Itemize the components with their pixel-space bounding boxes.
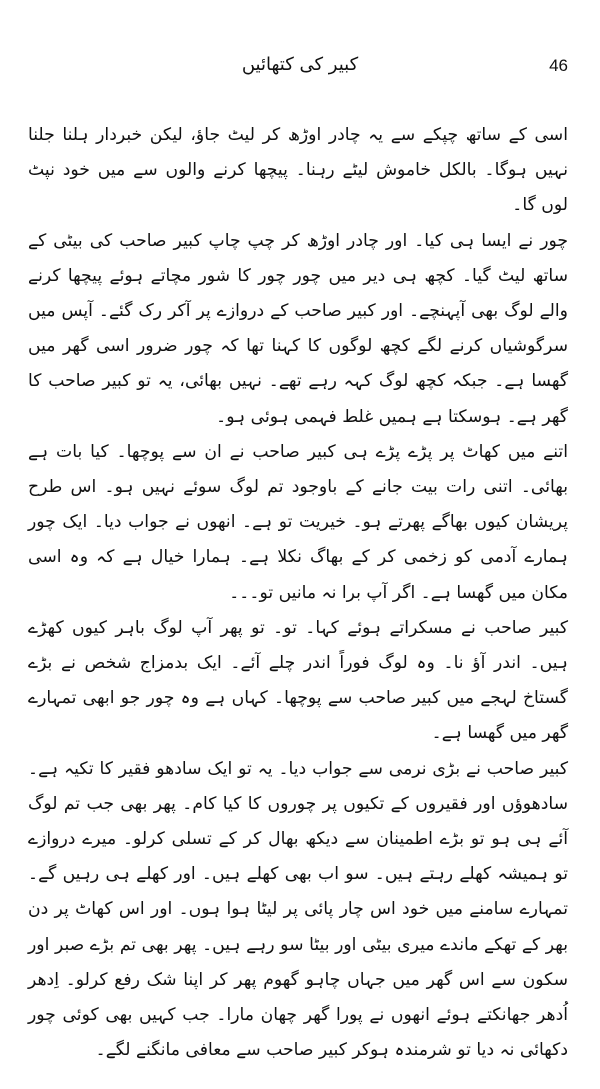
paragraph-2: چور نے ایسا ہی کیا۔ اور چادر اوڑھ کر چپ چاپ کبیر صاحب کی بیٹی کے ساتھ لیٹ گیا۔ کچھ ہی دیر میں چور چور کا شور مچاتے ہوئے پیچھا کرنے والے لوگ بھی آپہنچے۔ اور کبیر صاحب کے دروازے پر آکر رک گئے۔ آپس میں سرگوشیاں کرنے لگے کچھ لوگوں کا کہنا تھا کہ چور ضرور اسی گھر میں گھسا ہے۔ جبکہ کچھ لوگ کہہ رہے تھے۔ نہیں بھائی، یہ تو کبیر صاحب کا گھر ہے۔ ہوسکتا ہے ہمیں غلط فہمی ہوئی ہو۔ xyxy=(28,230,568,427)
paragraph-5: کبیر صاحب نے بڑی نرمی سے جواب دیا۔ یہ تو ایک سادھو فقیر کا تکیہ ہے۔ سادھوؤں اور فقیروں کے تکیوں پر چوروں کا کیا کام۔ پھر بھی جب تم لوگ آئے ہی ہو تو بڑے اطمینان سے دیکھ بھال کر کے تسلی کرلو۔ میرے دروازے تو ہمیشہ کھلے رہتے ہیں۔ سو اب بھی کھلے ہیں۔ اور کھلے ہی رہیں گے۔ تمہارے سامنے میں خود اس چار پائی پر لیٹا ہوا ہوں۔ اور اس کھاٹ پر دن بھر کے تھکے ماندے میری بیٹی اور بیٹا سو رہے ہیں۔ پھر بھی تم بڑے صبر اور سکون سے اس گھر میں جہاں چاہو گھوم پھر کر اپنا شک رفع کرلو۔ اِدھر اُدھر جھانکتے ہوئے انھوں نے پورا گھر چھان مارا۔ جب کہیں بھی کوئی چور دکھائی نہ دیا تو شرمندہ ہوکر کبیر صاحب سے معافی مانگنے لگے۔ xyxy=(28,758,568,1061)
paragraph-3: اتنے میں کھاٹ پر پڑے پڑے ہی کبیر صاحب نے ان سے پوچھا۔ کیا بات ہے بھائی۔ اتنی رات بیت جانے کے باوجود تم لوگ سوئے نہیں ہو۔ اس طرح پریشان کیوں بھاگے پھرتے ہو۔ خیریت تو ہے۔ انھوں نے جواب دیا۔ ایک چور ہمارے آدمی کو زخمی کر کے بھاگ نکلا ہے۔ ہمارا خیال ہے کہ وہ اسی مکان میں گھسا ہے۔ اگر آپ برا نہ مانیں تو۔۔۔ xyxy=(28,441,568,603)
running-title: کبیر کی کتھائیں xyxy=(241,54,359,75)
paragraph-4: کبیر صاحب نے مسکراتے ہوئے کہا۔ تو۔ تو پھر آپ لوگ باہر کیوں کھڑے ہیں۔ اندر آؤ نا۔ وہ لوگ فوراً اندر چلے آئے۔ ایک بدمزاج شخص نے بڑے گستاخ لہجے میں کبیر صاحب سے پوچھا۔ کہاں ہے وہ چور جو ابھی تمہارے گھر میں گھسا ہے۔ xyxy=(28,617,568,744)
page-header xyxy=(0,56,600,92)
page-number: 46 xyxy=(549,56,568,75)
paragraph-1: اسی کے ساتھ چپکے سے یہ چادر اوڑھ کر لیٹ جاؤ، لیکن خبردار ہلنا جلنا نہیں ہوگا۔ بالکل خاموش لیٹے رہنا۔ پیچھا کرنے والوں سے میں خود نپٹ لوں گا۔ xyxy=(28,125,568,216)
body-text xyxy=(28,118,568,1068)
